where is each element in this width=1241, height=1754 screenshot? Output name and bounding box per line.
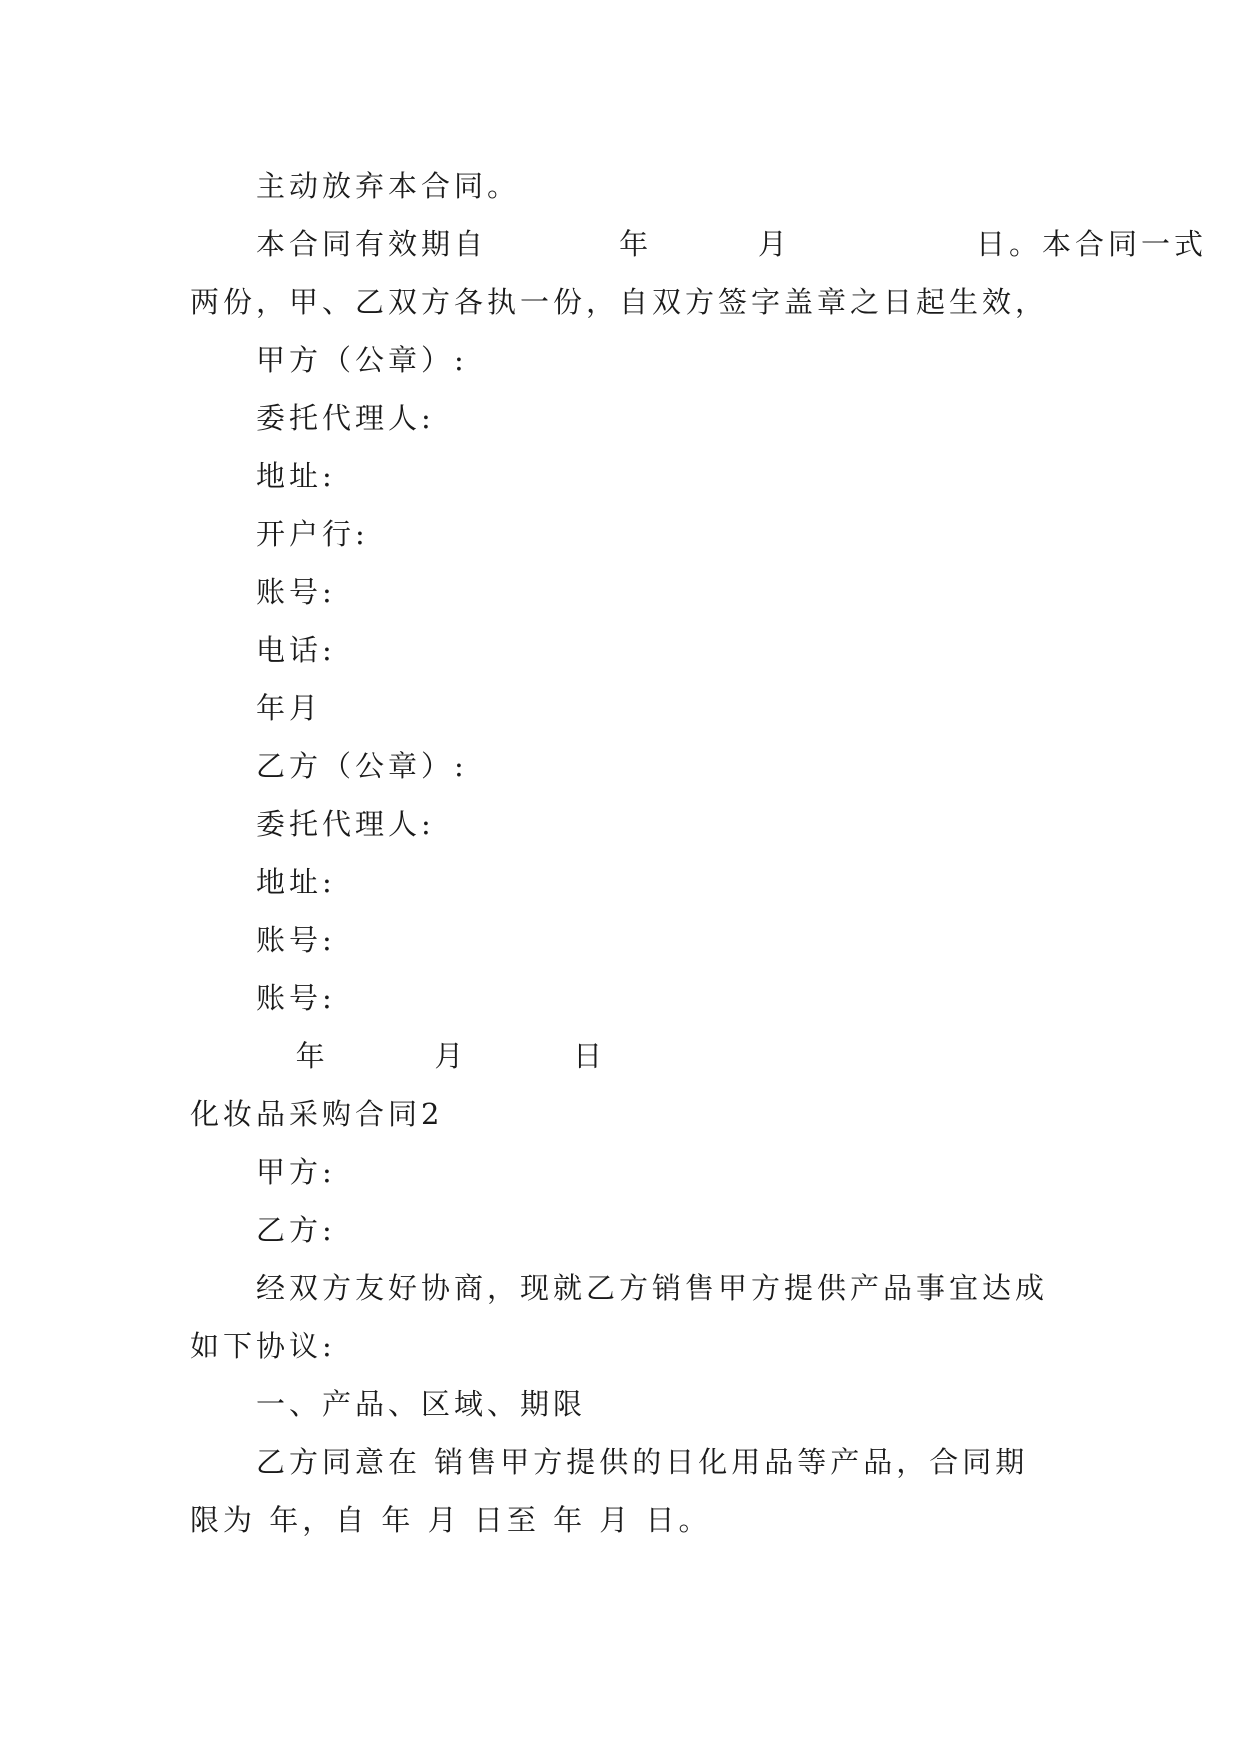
text-line: 经双方友好协商，现就乙方销售甲方提供产品事宜达成 — [256, 1271, 1049, 1305]
text-line: 乙方同意在 销售甲方提供的日化用品等产品，合同期 — [256, 1445, 1029, 1479]
section-title: 化妆品采购合同2 — [190, 1097, 444, 1131]
text-line: 乙方: — [256, 1213, 336, 1247]
text-line: 一、产品、区域、期限 — [256, 1387, 587, 1421]
text-line: 本合同有效期自 年 月 日。本合同一式 — [256, 227, 1207, 261]
text-line: 主动放弃本合同。 — [256, 169, 521, 203]
text-line: 年月 — [256, 691, 323, 725]
text-line: 年 月 日 — [256, 1039, 607, 1073]
text-line: 电话: — [256, 633, 336, 667]
text-line: 甲方（公章）: — [256, 343, 468, 377]
text-line: 如下协议: — [190, 1329, 336, 1363]
text-line: 委托代理人: — [256, 807, 435, 841]
text-line: 甲方: — [256, 1155, 336, 1189]
text-line: 两份，甲、乙双方各执一份，自双方签字盖章之日起生效， — [190, 285, 1049, 319]
text-line: 限为 年，自 年 月 日至 年 月 日。 — [190, 1503, 712, 1537]
text-line: 地址: — [256, 865, 336, 899]
text-line: 账号: — [256, 923, 336, 957]
text-line: 账号: — [256, 575, 336, 609]
text-line: 委托代理人: — [256, 401, 435, 435]
text-line: 开户行: — [256, 517, 369, 551]
text-line: 乙方（公章）: — [256, 749, 468, 783]
text-line: 账号: — [256, 981, 336, 1015]
text-line: 地址: — [256, 459, 336, 493]
